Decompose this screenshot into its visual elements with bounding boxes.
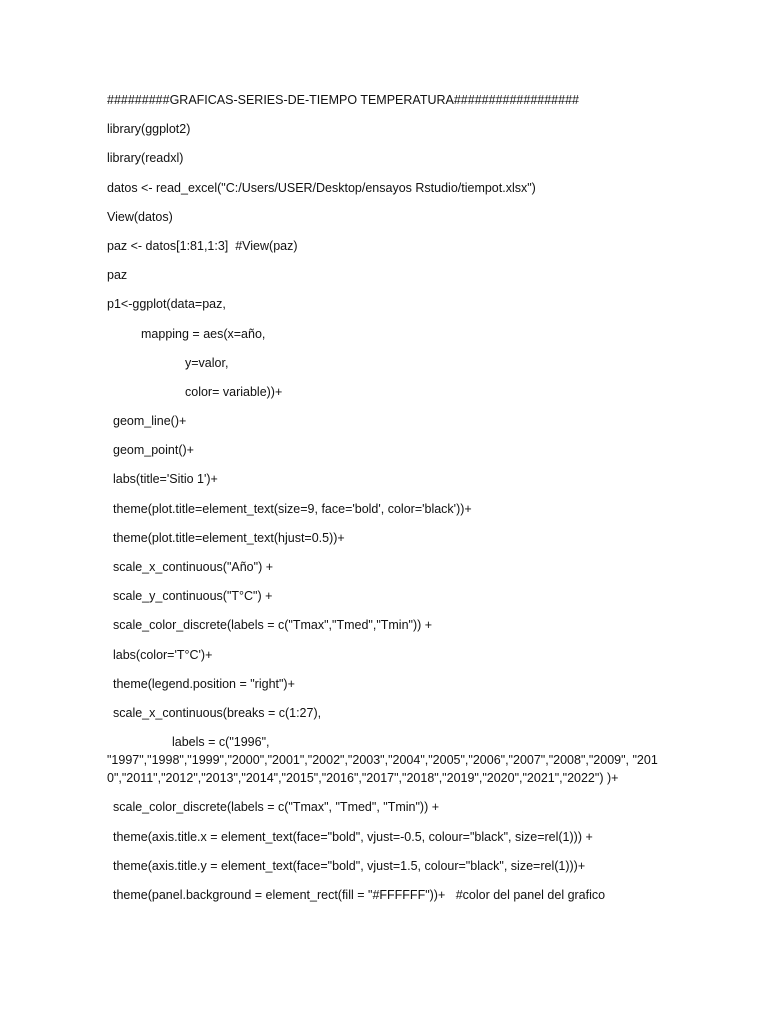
doc-line: library(readxl) xyxy=(107,151,184,166)
doc-line: theme(axis.title.x = element_text(face="bold", vjust=-0.5, colour="black", size=rel(1))) + xyxy=(113,829,593,844)
doc-line: theme(panel.background = element_rect(fill = "#FFFFFF"))+ #color del panel del grafico xyxy=(113,887,606,902)
doc-line: View(datos) xyxy=(107,209,173,224)
doc-line: labs(title='Sitio 1')+ xyxy=(113,472,218,487)
document-body xyxy=(107,91,667,915)
doc-line-title-comment: #########GRAFICAS-SERIES-DE-TIEMPO TEMPERATURA################## xyxy=(107,93,579,107)
doc-line: paz <- datos[1:81,1:3] #View(paz) xyxy=(107,238,298,253)
doc-line: library(ggplot2) xyxy=(107,122,191,137)
doc-line: theme(legend.position = "right")+ xyxy=(113,676,295,691)
doc-line: theme(plot.title=element_text(size=9, face='bold', color='black'))+ xyxy=(113,501,472,516)
doc-line: mapping = aes(x=año, xyxy=(141,326,266,341)
doc-line: paz xyxy=(107,268,128,283)
doc-line: scale_color_discrete(labels = c("Tmax", "Tmed", "Tmin")) + xyxy=(113,800,440,815)
doc-line: theme(plot.title=element_text(hjust=0.5))+ xyxy=(113,530,345,545)
doc-line: color= variable))+ xyxy=(185,384,283,399)
doc-line: scale_y_continuous("T°C") + xyxy=(113,589,273,604)
doc-line-continuation: "1997","1998","1999","2000","2001","2002","2003","2004","2005","2006","2007","2008","2009", "2010","2011","2012","2013","2014","2015","2016","2017","2018","2019","2020","2021","2022") )+ xyxy=(107,753,658,786)
doc-line: labels = c("1996", xyxy=(172,735,270,750)
doc-line: labs(color='T°C')+ xyxy=(113,647,213,662)
doc-line: scale_x_continuous("Año") + xyxy=(113,560,274,574)
doc-line: scale_color_discrete(labels = c("Tmax","Tmed","Tmin")) + xyxy=(113,618,433,633)
doc-line-wrapped xyxy=(107,733,667,787)
doc-line: scale_x_continuous(breaks = c(1:27), xyxy=(113,705,322,720)
doc-line: datos <- read_excel("C:/Users/USER/Desktop/ensayos Rstudio/tiempot.xlsx") xyxy=(107,180,536,195)
doc-line: geom_point()+ xyxy=(113,443,194,458)
doc-line: theme(axis.title.y = element_text(face="bold", vjust=1.5, colour="black", size=rel(1)))+ xyxy=(113,858,586,873)
doc-line: y=valor, xyxy=(185,355,229,370)
doc-line: geom_line()+ xyxy=(113,414,187,429)
doc-line: p1<-ggplot(data=paz, xyxy=(107,297,226,312)
